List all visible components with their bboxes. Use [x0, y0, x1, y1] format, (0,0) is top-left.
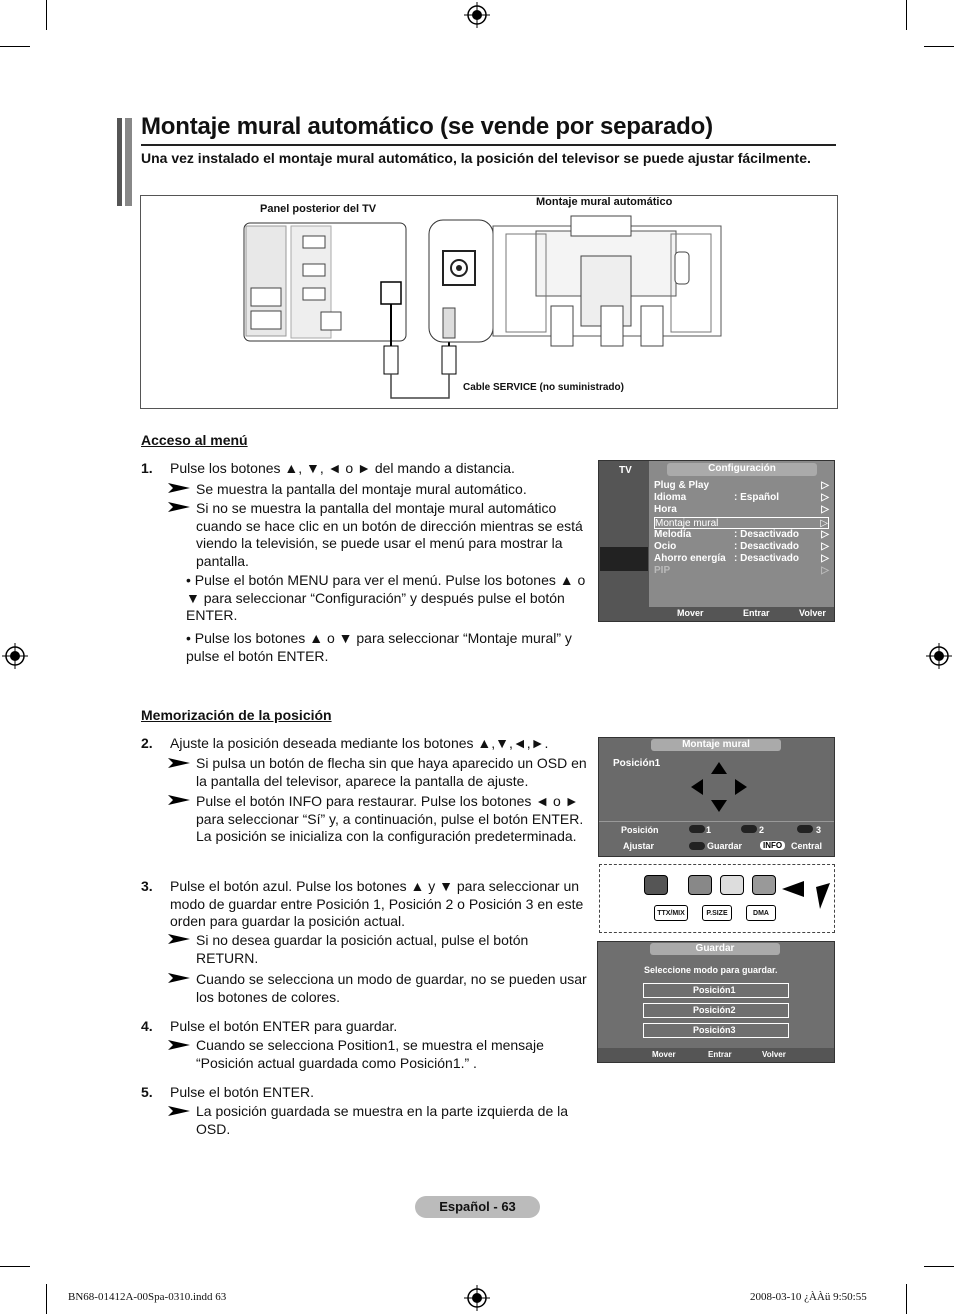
osd-move-label: Mover: [677, 608, 704, 618]
osd-option: Posición3: [693, 1025, 736, 1035]
osd-header: Configuración: [667, 463, 817, 476]
osd-tv-label: TV: [619, 465, 632, 476]
page-title: Montaje mural automático (se vende por separado): [141, 113, 713, 140]
note-text: La posición guardada se muestra en la parte izquierda de la OSD.: [196, 1103, 569, 1137]
chevron-right-icon: ▷: [821, 565, 829, 577]
note-text: Si no desea guardar la posición actual, pulse el botón RETURN.: [196, 932, 529, 966]
note-text: Cuando se selecciona Position1, se muestra el mensaje “Posición actual guardada como Posición1.” .: [196, 1037, 544, 1071]
osd-adjust-label: Ajustar: [623, 841, 655, 851]
pointer-arrow-icon: [780, 881, 832, 911]
osd-pos-1: 1: [706, 825, 712, 835]
section-heading-menu: Acceso al menú: [141, 432, 248, 448]
info-button-icon: INFO: [760, 841, 785, 850]
osd-save-label: Guardar: [707, 841, 743, 851]
osd-menu-item: [654, 492, 829, 504]
osd-configuration-menu: [598, 460, 835, 622]
note-arrow-icon: [168, 934, 190, 944]
print-date: 2008-03-10 ¿ÀÀü 9:50:55: [750, 1291, 867, 1303]
chevron-right-icon: ▷: [820, 517, 828, 529]
title-rule: [141, 144, 836, 146]
osd-item-label: PIP: [654, 565, 671, 577]
osd-prompt: Seleccione modo para guardar.: [644, 965, 778, 975]
osd-menu-item: [654, 541, 829, 553]
osd-menu-item: [654, 553, 829, 565]
note-text: Si pulsa un botón de flecha sin que haya aparecido un OSD en la pantalla del televisor, aparece la pantalla de ajuste.: [196, 755, 587, 789]
osd-enter-label: Entrar: [743, 608, 770, 618]
file-info: BN68-01412A-00Spa-0310.indd 63: [68, 1291, 227, 1303]
note-text: Si no se muestra la pantalla del montaje mural automático cuando se hace clic en un botón de dirección mientras se está viendo la televisión, se puede usar el menú para mostrar la pantalla.: [196, 500, 583, 569]
note-arrow-icon: [168, 795, 190, 805]
step-text: Pulse el botón azul. Pulse los botones ▲ y ▼ para seleccionar un modo de guardar entre Posición 1, Posición 2 o Posición 3 en este orden para guardar la posición actual.: [170, 878, 584, 929]
registration-mark-icon: [464, 1285, 490, 1311]
connection-figure: [140, 195, 838, 409]
osd-pos-2: 2: [759, 825, 765, 835]
step-number: 2.: [141, 735, 153, 751]
osd-item-value: : Español: [734, 492, 780, 504]
osd-item-label: Hora: [654, 504, 677, 516]
osd-back-label: Volver: [799, 608, 826, 618]
osd-wall-mount: [598, 737, 835, 857]
osd-back-label: Volver: [762, 1050, 786, 1059]
chevron-right-icon: ▷: [821, 528, 829, 540]
registration-mark-icon: [2, 643, 28, 669]
osd-center-label: Central: [791, 841, 823, 851]
note-arrow-icon: [168, 1106, 190, 1116]
note-arrow-icon: [168, 973, 190, 983]
step-number: 4.: [141, 1018, 153, 1034]
osd-item-label: Idioma: [654, 492, 687, 504]
direction-arrows-icon: [687, 758, 751, 816]
mount-label: Montaje mural automático: [536, 196, 673, 208]
osd-enter-label: Entrar: [708, 1050, 732, 1059]
page-number: Español - 63: [415, 1196, 540, 1218]
osd-pos-3: 3: [816, 825, 822, 835]
chevron-right-icon: ▷: [821, 540, 829, 552]
cable-label: Cable SERVICE (no suministrado): [463, 382, 624, 393]
osd-option: Posición1: [693, 985, 736, 995]
osd-item-list: [654, 480, 829, 578]
osd-item-label: Montaje mural: [655, 517, 719, 529]
osd-item-label: Plug & Play: [654, 480, 710, 491]
p-size-button: P.SIZE: [702, 905, 732, 921]
osd-item-value: : Desactivado: [734, 553, 800, 565]
note-arrow-icon: [168, 502, 190, 512]
osd-menu-item: [654, 504, 829, 516]
note-text: Pulse el botón INFO para restaurar. Pulse los botones ◄ o ► para seleccionar “Sí” y, a continuación, pulse el botón ENTER. La posición se inicializa con la configuración predeterminada.: [196, 793, 584, 844]
osd-item-value: : Desactivado: [734, 540, 800, 552]
chevron-right-icon: ▷: [821, 480, 829, 491]
osd-item-label: Melodía: [654, 528, 692, 540]
osd-header: Guardar: [650, 943, 780, 955]
note-arrow-icon: [168, 758, 190, 768]
osd-menu-item: [654, 529, 829, 541]
chevron-right-icon: ▷: [821, 492, 829, 504]
note-text: Cuando se selecciona un modo de guardar, no se pueden usar los botones de colores.: [196, 971, 587, 1005]
osd-item-label: Ocio: [654, 540, 677, 552]
panel-label: Panel posterior del TV: [260, 203, 377, 215]
step-number: 1.: [141, 460, 153, 476]
title-accent-bar: [117, 118, 132, 206]
osd-menu-item: [654, 480, 829, 492]
step-number: 5.: [141, 1084, 153, 1100]
step-number: 3.: [141, 878, 153, 894]
note-arrow-icon: [168, 483, 190, 493]
registration-mark-icon: [464, 2, 490, 28]
section-heading-memory: Memorización de la posición: [141, 707, 332, 723]
osd-item-value: : Desactivado: [734, 528, 800, 540]
ttx-mix-button: TTX/MIX: [654, 905, 688, 921]
note-text: Se muestra la pantalla del montaje mural automático.: [196, 481, 527, 497]
step-text: Pulse el botón ENTER.: [170, 1084, 314, 1100]
step-text: Pulse el botón ENTER para guardar.: [170, 1018, 398, 1034]
osd-position-label: Posición1: [613, 758, 661, 769]
osd-header: Montaje mural: [651, 739, 781, 751]
osd-item-label: Ahorro energía: [654, 553, 726, 565]
step-text: Pulse los botones ▲, ▼, ◄ o ► del mando a distancia.: [170, 460, 515, 476]
note-arrow-icon: [168, 1040, 190, 1050]
chevron-right-icon: ▷: [821, 504, 829, 516]
bullet-text: • Pulse los botones ▲ o ▼ para seleccionar “Montaje mural” y pulse el botón ENTER.: [186, 630, 572, 664]
dma-button: DMA: [746, 905, 776, 921]
registration-mark-icon: [926, 643, 952, 669]
osd-row-label: Posición: [621, 825, 659, 835]
step-text: Ajuste la posición deseada mediante los botones ▲,▼,◄,►.: [170, 735, 549, 751]
bullet-text: • Pulse el botón MENU para ver el menú. Pulse los botones ▲ o ▼ para seleccionar “Configuración” y después pulse el botón ENTER.: [186, 572, 586, 623]
remote-control-detail: [599, 864, 835, 933]
chevron-right-icon: ▷: [821, 553, 829, 565]
osd-menu-item: [654, 517, 829, 529]
intro-text: Una vez instalado el montaje mural automático, la posición del televisor se puede ajustar fácilmente.: [141, 150, 811, 166]
osd-menu-item: [654, 565, 829, 577]
tv-mount-illustration: [141, 196, 837, 408]
osd-move-label: Mover: [652, 1050, 676, 1059]
osd-option: Posición2: [693, 1005, 736, 1015]
osd-save-menu: [597, 941, 835, 1063]
